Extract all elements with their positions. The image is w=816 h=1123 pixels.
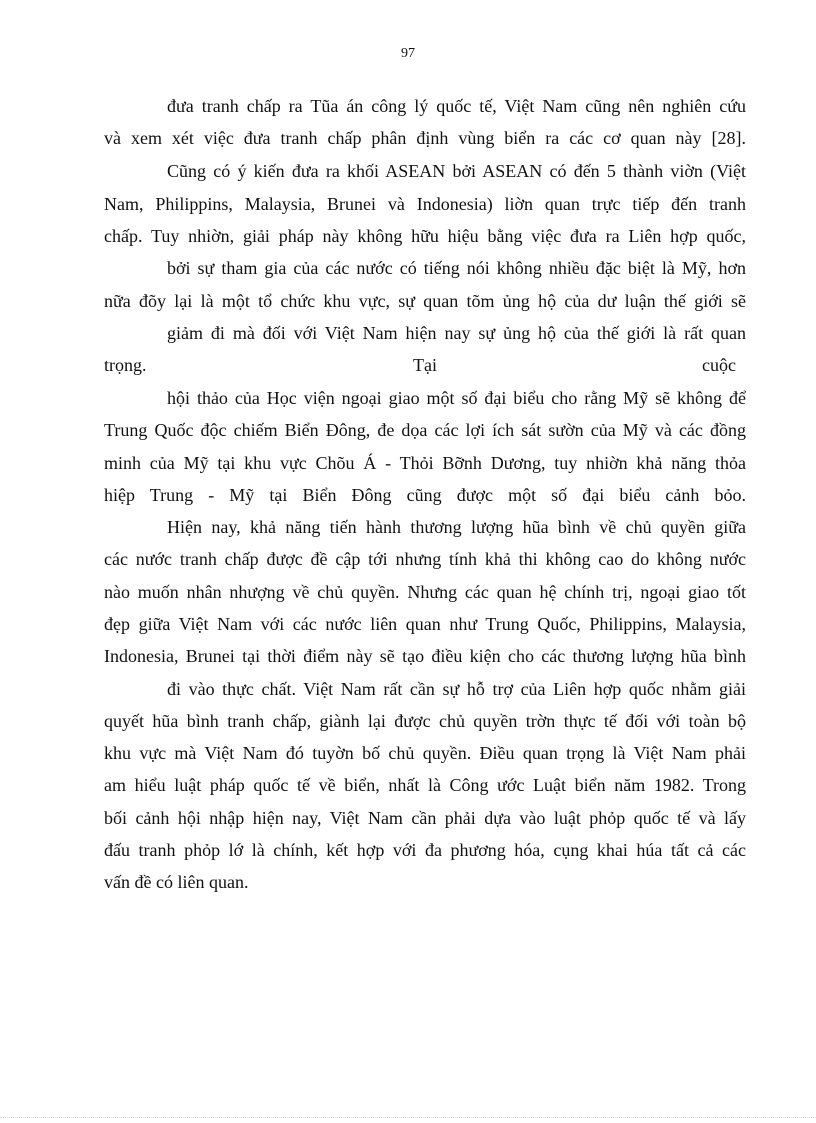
text-line-4: Nam, Philippins, Malaysia, Brunei và Indonesia) liờn quan trực tiếp đến tranh	[104, 194, 746, 214]
text-line-13: hiệp Trung - Mỹ tại Biển Đông cũng được một số đại biểu cảnh bỏo.	[104, 485, 746, 505]
text-line-7: nữa đõy lại là một tổ chức khu vực, sự quan tõm ủng hộ của dư luận thế giới sẽ	[104, 291, 746, 311]
text-line-22: am hiểu luật pháp quốc tế về biển, nhất là Công ước Luật biển năm 1982. Trong	[104, 775, 746, 795]
text-line-6: bởi sự tham gia của các nước có tiếng nói không nhiều đặc biệt là Mỹ, hơn	[167, 258, 746, 278]
text-line-17: đẹp giữa Việt Nam với các nước liên quan như Trung Quốc, Philippins, Malaysia,	[104, 614, 746, 634]
page-number: 97	[401, 46, 415, 61]
text-line-25: vấn đề có liên quan.	[104, 872, 249, 892]
text-line-1: đưa tranh chấp ra Tũa án công lý quốc tế, Việt Nam cũng nên nghiên cứu	[167, 96, 746, 116]
page-bottom-border	[0, 1117, 816, 1118]
text-line-23: bối cảnh hội nhập hiện nay, Việt Nam cần phải dựa vào luật phỏp quốc tế và lấy	[104, 808, 746, 828]
text-line-14: Hiện nay, khả năng tiến hành thương lượng hũa bình về chủ quyền giữa	[167, 517, 746, 537]
text-line-24: đấu tranh phỏp lớ là chính, kết hợp với đa phương hóa, cụng khai húa tất cả các	[104, 840, 746, 860]
text-line-15: các nước tranh chấp được đề cập tới nhưng tính khả thi không cao do không nước	[104, 549, 746, 569]
text-line-9-word-2: Tại	[413, 355, 437, 375]
text-line-3: Cũng có ý kiến đưa ra khối ASEAN bởi ASEAN có đến 5 thành viờn (Việt	[167, 161, 746, 181]
text-line-5: chấp. Tuy nhiờn, giải pháp này không hữu hiệu bằng việc đưa ra Liên hợp quốc,	[104, 226, 746, 246]
text-line-9-word-1: trọng.	[104, 355, 147, 375]
text-line-12: minh của Mỹ tại khu vực Chõu Á - Thỏi Bỡnh Dương, tuy nhiờn khả năng thỏa	[104, 453, 746, 473]
text-line-20: quyết hũa bình tranh chấp, giành lại được chủ quyền trờn thực tế đối với toàn bộ	[104, 711, 746, 731]
text-line-21: khu vực mà Việt Nam đó tuyờn bố chủ quyền. Điều quan trọng là Việt Nam phải	[104, 743, 746, 763]
text-line-9-word-3: cuộc	[702, 355, 736, 375]
text-line-8: giảm đi mà đối với Việt Nam hiện nay sự ủng hộ của thế giới là rất quan	[167, 323, 746, 343]
text-line-11: Trung Quốc độc chiếm Biển Đông, đe dọa các lợi ích sát sườn của Mỹ và các đồng	[104, 420, 746, 440]
text-line-16: nào muốn nhân nhượng về chủ quyền. Nhưng các quan hệ chính trị, ngoại giao tốt	[104, 582, 746, 602]
text-line-10: hội thảo của Học viện ngoại giao một số đại biểu cho rằng Mỹ sẽ không để	[167, 388, 746, 408]
text-line-18: Indonesia, Brunei tại thời điểm này sẽ tạo điều kiện cho các thương lượng hũa bình	[104, 646, 746, 666]
text-line-19: đi vào thực chất. Việt Nam rất cần sự hỗ trợ của Liên hợp quốc nhằm giải	[167, 679, 746, 699]
text-line-2: và xem xét việc đưa tranh chấp phân định vùng biển ra các cơ quan này [28].	[104, 128, 746, 148]
